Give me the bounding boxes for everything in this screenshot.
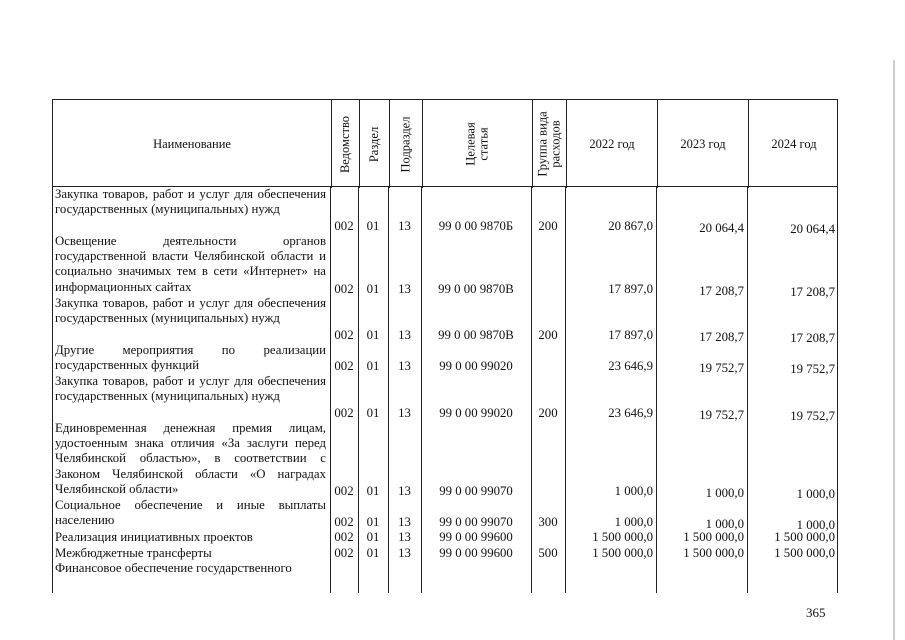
table-row	[52, 234, 838, 299]
header-group-line2: расходов	[548, 120, 563, 168]
header-name-label: Наименование	[153, 136, 231, 151]
header-vedomstvo-label: Ведомство	[338, 115, 352, 173]
header-target	[422, 100, 532, 188]
cell-vedomstvo: 002	[334, 530, 354, 544]
cell-vedomstvo: 002	[334, 515, 354, 529]
cell-podrazdel: 13	[398, 282, 411, 296]
header-group	[532, 100, 566, 188]
header-2024-label: 2024 год	[771, 136, 817, 151]
cell-name: Освещение деятельности органов государственной власти Челябинской области и социально значимых тем в сети «Интернет» на информационных сайтах	[55, 234, 326, 294]
header-2023	[657, 100, 748, 188]
cell-group: 500	[538, 546, 558, 560]
page-number: 365	[806, 605, 826, 620]
cell-razdel: 01	[366, 359, 380, 373]
header-podrazdel-label: Подраздел	[398, 116, 413, 172]
cell-name: Другие мероприятия по реализации государственных функций	[55, 343, 326, 373]
cell-2023: 19 752,7	[699, 408, 744, 422]
cell-vedomstvo: 002	[334, 282, 354, 296]
table-header	[52, 99, 838, 187]
cell-name: Закупка товаров, работ и услуг для обеспечения государственных (муниципальных) нужд	[55, 296, 326, 326]
table-row	[52, 374, 838, 423]
cell-vedomstvo: 002	[334, 484, 354, 498]
header-razdel-label: Раздел	[367, 126, 382, 162]
cell-podrazdel: 13	[398, 484, 411, 498]
cell-2022: 1 000,0	[614, 484, 653, 498]
cell-2023: 19 752,7	[699, 361, 744, 375]
cell-podrazdel: 13	[398, 546, 411, 560]
budget-table	[52, 99, 838, 593]
cell-group: 200	[538, 406, 558, 420]
cell-2022: 17 897,0	[608, 282, 653, 296]
cell-2023: 1 000,0	[705, 517, 744, 531]
cell-target: 99 0 00 99020	[439, 359, 513, 373]
cell-2024: 17 208,7	[790, 285, 835, 299]
table-row	[52, 296, 838, 345]
cell-vedomstvo: 002	[334, 219, 354, 233]
header-vedomstvo	[331, 100, 359, 188]
cell-group: 300	[538, 515, 558, 529]
header-2022-label: 2022 год	[589, 136, 635, 151]
cell-2023: 1 000,0	[705, 486, 744, 500]
header-target-line2: статья	[476, 127, 491, 161]
cell-razdel: 01	[366, 219, 380, 233]
header-target-label	[465, 122, 491, 165]
header-name	[53, 100, 331, 188]
cell-2024: 1 500 000,0	[774, 530, 835, 544]
cell-2023: 1 500 000,0	[683, 530, 744, 544]
cell-vedomstvo: 002	[334, 546, 354, 560]
cell-razdel: 01	[366, 515, 380, 529]
table-row	[52, 561, 838, 577]
cell-group: 200	[538, 328, 558, 342]
cell-vedomstvo: 002	[334, 359, 354, 373]
cell-razdel: 01	[366, 328, 380, 342]
cell-vedomstvo: 002	[334, 328, 354, 342]
cell-podrazdel: 13	[398, 359, 411, 373]
cell-2024: 1 500 000,0	[774, 546, 835, 560]
cell-razdel: 01	[366, 546, 380, 560]
cell-target: 99 0 00 99020	[439, 406, 513, 420]
cell-2022: 1 500 000,0	[592, 530, 653, 544]
table-row	[52, 546, 838, 559]
cell-name: Межбюджетные трансферты	[55, 546, 212, 560]
header-razdel	[359, 100, 389, 188]
cell-2024: 19 752,7	[790, 362, 835, 376]
cell-razdel: 01	[366, 484, 380, 498]
cell-podrazdel: 13	[398, 328, 411, 342]
table-body	[52, 187, 838, 593]
cell-name: Закупка товаров, работ и услуг для обеспечения государственных (муниципальных) нужд	[55, 187, 326, 217]
cell-target: 99 0 00 99600	[439, 530, 513, 544]
header-group-label	[537, 111, 563, 176]
cell-2024: 19 752,7	[790, 409, 835, 423]
cell-target: 99 0 00 99070	[439, 515, 513, 529]
cell-2022: 1 500 000,0	[592, 546, 653, 560]
cell-razdel: 01	[366, 406, 380, 420]
cell-name: Реализация инициативных проектов	[55, 530, 253, 544]
cell-razdel: 01	[366, 530, 380, 544]
cell-2022: 23 646,9	[608, 359, 653, 373]
cell-2024: 20 064,4	[790, 222, 835, 236]
cell-group: 200	[538, 219, 558, 233]
header-group-line1: Группа вида	[535, 111, 550, 177]
cell-2023: 17 208,7	[699, 284, 744, 298]
cell-2022: 23 646,9	[608, 406, 653, 420]
header-2024	[748, 100, 839, 188]
table-row	[52, 343, 838, 376]
cell-2022: 17 897,0	[608, 328, 653, 342]
header-2022	[566, 100, 657, 188]
header-2023-label: 2023 год	[680, 136, 726, 151]
cell-target: 99 0 00 9870В	[438, 282, 514, 296]
header-podrazdel	[389, 100, 422, 188]
cell-2023: 17 208,7	[699, 330, 744, 344]
cell-razdel: 01	[366, 282, 380, 296]
cell-name: Социальное обеспечение и иные выплаты населению	[55, 498, 326, 528]
cell-target: 99 0 00 99070	[439, 484, 513, 498]
cell-vedomstvo: 002	[334, 406, 354, 420]
cell-2023: 20 064,4	[699, 221, 744, 235]
cell-target: 99 0 00 9870В	[438, 328, 514, 342]
cell-podrazdel: 13	[398, 219, 411, 233]
cell-podrazdel: 13	[398, 406, 411, 420]
cell-target: 99 0 00 99600	[439, 546, 513, 560]
cell-2022: 20 867,0	[608, 219, 653, 233]
table-row	[52, 498, 838, 532]
page-edge-shadow	[893, 60, 895, 640]
table-row	[52, 421, 838, 501]
table-row	[52, 530, 838, 543]
cell-name: Единовременная денежная премия лицам, удостоенным знака отличия «За заслуги перед Челябинской областью», в соответствии с Законом Челябинской области «О наградах Челябинской области»	[55, 421, 326, 496]
cell-2022: 1 000,0	[614, 515, 653, 529]
table-row	[52, 187, 838, 236]
cell-name: Закупка товаров, работ и услуг для обеспечения государственных (муниципальных) нужд	[55, 374, 326, 404]
cell-name: Финансовое обеспечение государственного	[55, 561, 292, 575]
header-target-line1: Целевая	[463, 122, 478, 166]
cell-2023: 1 500 000,0	[683, 546, 744, 560]
cell-2024: 1 000,0	[796, 518, 835, 532]
cell-podrazdel: 13	[398, 530, 411, 544]
cell-target: 99 0 00 9870Б	[438, 219, 514, 233]
cell-podrazdel: 13	[398, 515, 411, 529]
cell-2024: 1 000,0	[796, 487, 835, 501]
cell-2024: 17 208,7	[790, 331, 835, 345]
